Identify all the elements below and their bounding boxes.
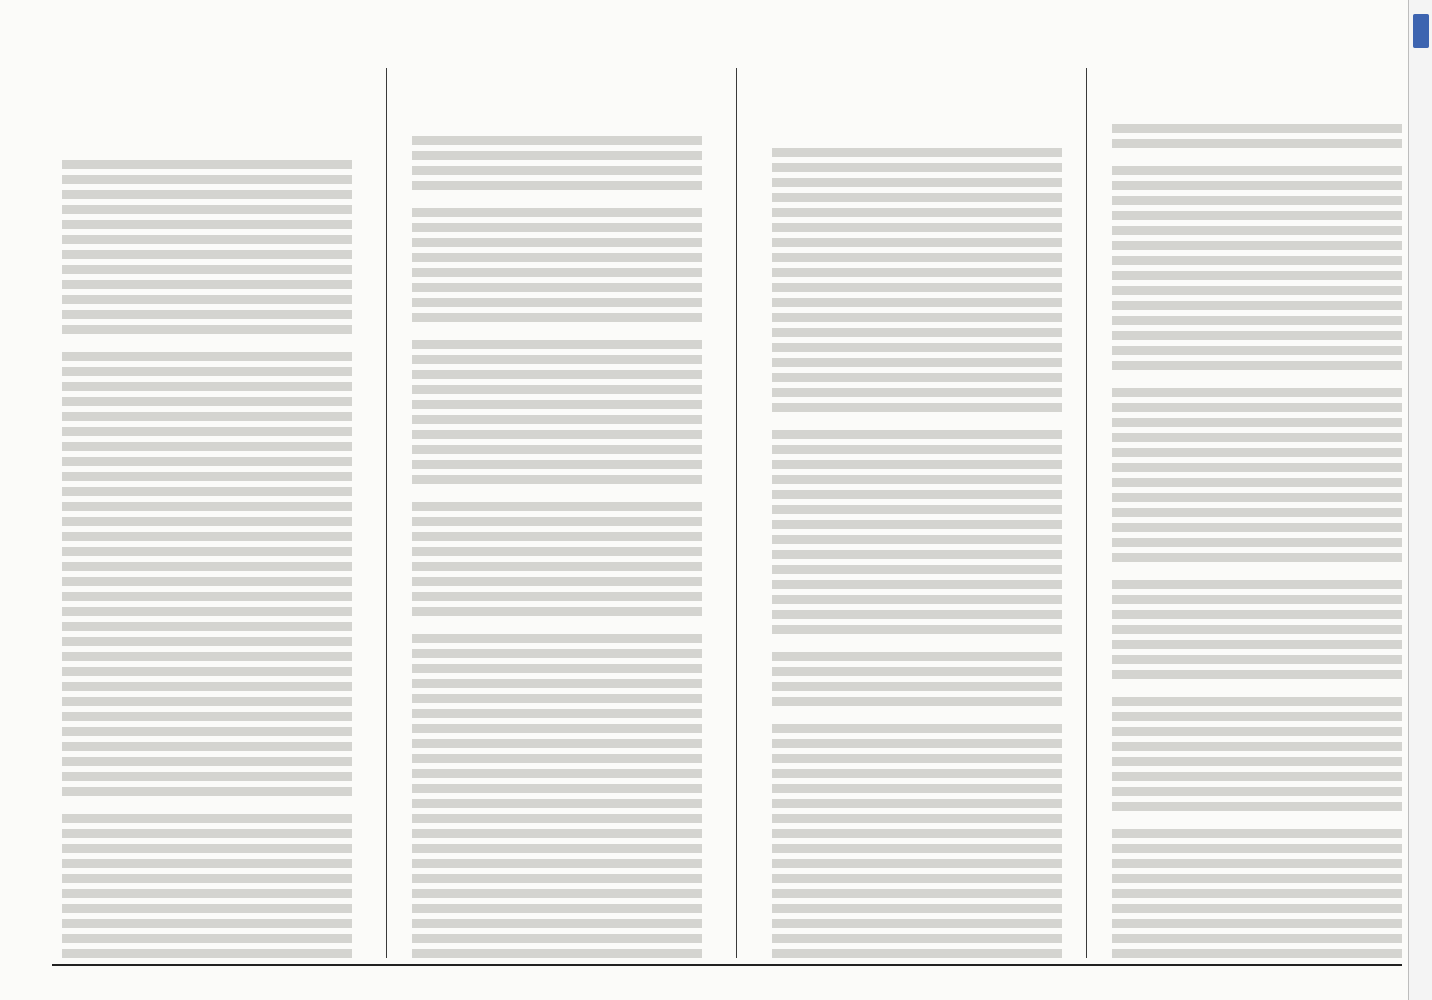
paragraph [772, 142, 1062, 412]
paragraph [62, 346, 352, 796]
paragraph-text [772, 718, 1062, 958]
paragraph-text [412, 130, 702, 190]
paragraph-text [1112, 160, 1402, 370]
paragraph [772, 718, 1062, 958]
paragraph-text [62, 154, 352, 334]
paragraph [62, 808, 352, 958]
paragraph [62, 154, 352, 334]
column-rule [736, 68, 737, 958]
paragraph-text [62, 808, 352, 958]
text-column-4 [62, 68, 352, 958]
paragraph [412, 496, 702, 616]
paragraph [1112, 691, 1402, 811]
paragraph-text [1112, 823, 1402, 958]
paragraph-text [412, 496, 702, 616]
text-column-3 [412, 68, 702, 958]
paragraph [1112, 118, 1402, 148]
paragraph-text [1112, 691, 1402, 811]
paragraph-text [412, 202, 702, 322]
paragraph-text [1112, 574, 1402, 679]
digitization-credit-text [1412, 17, 1426, 977]
printed-page-rotated [52, 62, 1402, 996]
paragraph [412, 334, 702, 484]
text-column-1 [1112, 68, 1402, 958]
paragraph [1112, 574, 1402, 679]
column-rule [386, 68, 387, 958]
text-column-2 [772, 68, 1062, 958]
paragraph-text [62, 346, 352, 796]
paragraph [1112, 823, 1402, 958]
paragraph-text [412, 628, 702, 958]
paragraph [1112, 382, 1402, 562]
running-head [52, 964, 1402, 996]
paragraph [772, 424, 1062, 634]
paragraph-text [1112, 382, 1402, 562]
column-rule [1086, 68, 1087, 958]
paragraph-text [772, 646, 1062, 706]
paragraph-text [412, 334, 702, 484]
paragraph [412, 130, 702, 190]
digitization-credit-strip [1408, 0, 1432, 1000]
paragraph [772, 646, 1062, 706]
paragraph [412, 202, 702, 322]
paragraph-text [772, 142, 1062, 412]
paragraph-text [1112, 118, 1402, 148]
paragraph [412, 628, 702, 958]
paragraph [1112, 160, 1402, 370]
paragraph-text [772, 424, 1062, 634]
